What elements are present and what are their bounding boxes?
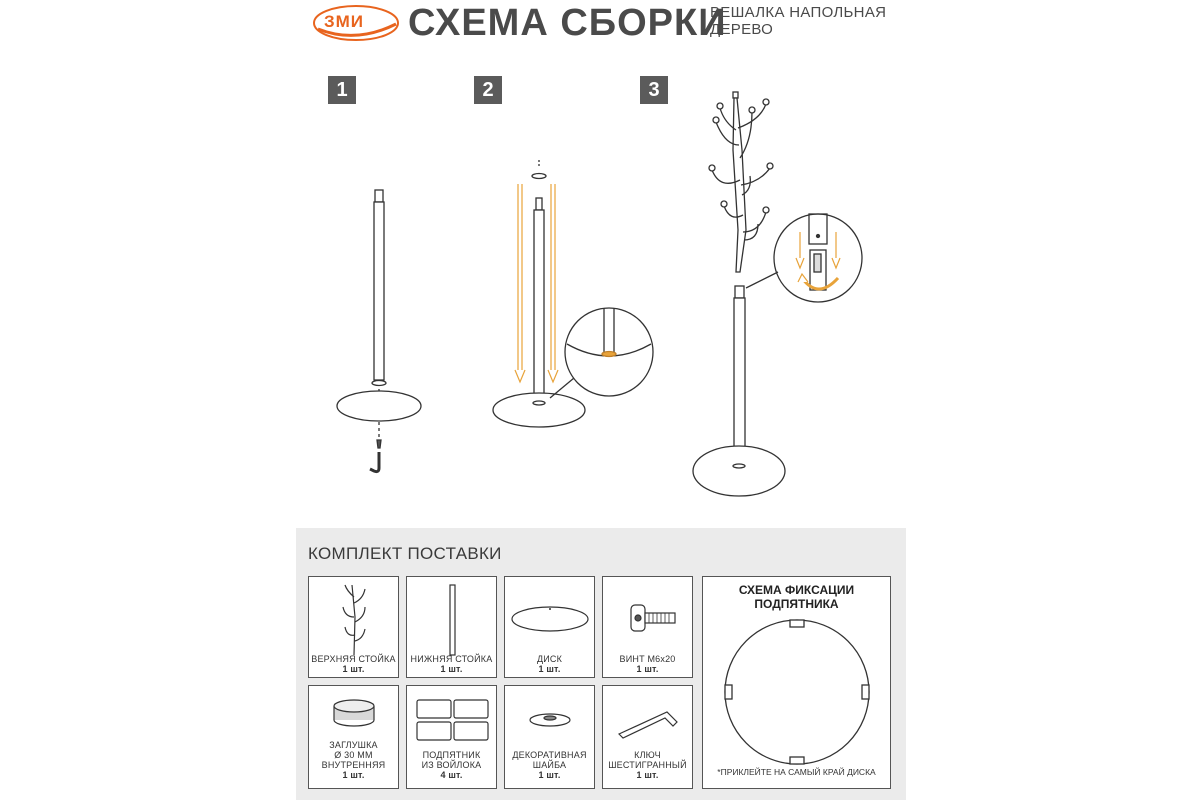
page-title: СХЕМА СБОРКИ <box>408 2 727 44</box>
kit-item-label: ПОДПЯТНИК ИЗ ВОЙЛОКА 4 шт. <box>421 750 482 780</box>
kit-item-label: КЛЮЧ ШЕСТИГРАННЫЙ 1 шт. <box>608 750 687 780</box>
step-1-badge: 1 <box>328 76 356 104</box>
step-1-drawing <box>337 190 421 472</box>
kit-panel <box>296 528 906 800</box>
kit-item-hex-key <box>602 685 693 789</box>
fixation-scheme <box>702 576 891 789</box>
fixation-diagram <box>703 577 892 790</box>
subtitle-line-2: ДЕРЕВО <box>710 21 774 38</box>
fixation-title: СХЕМА ФИКСАЦИИ ПОДПЯТНИКА <box>738 583 855 611</box>
kit-item-label: ВЕРХНЯЯ СТОЙКА 1 шт. <box>311 654 396 674</box>
step-3-drawing <box>693 92 862 496</box>
kit-item-label: ЗАГЛУШКА Ø 30 ММ ВНУТРЕННЯЯ 1 шт. <box>321 740 386 780</box>
kit-item-lower-rack <box>406 576 497 678</box>
kit-item-disc <box>504 576 595 678</box>
subtitle-line-1: ВЕШАЛКА НАПОЛЬНАЯ <box>710 4 887 21</box>
kit-item-label: НИЖНЯЯ СТОЙКА 1 шт. <box>410 654 493 674</box>
kit-item-label: ДИСК 1 шт. <box>536 654 563 674</box>
kit-item-screw <box>602 576 693 678</box>
kit-item-felt-pads <box>406 685 497 789</box>
kit-title: КОМПЛЕКТ ПОСТАВКИ <box>308 544 502 563</box>
kit-item-plug <box>308 685 399 789</box>
step-2-badge: 2 <box>474 76 502 104</box>
kit-item-upper-rack <box>308 576 399 678</box>
kit-item-label: ДЕКОРАТИВНАЯ ШАЙБА 1 шт. <box>512 750 587 780</box>
kit-item-label: ВИНТ М6х20 1 шт. <box>619 654 676 674</box>
step-2-drawing <box>493 160 653 427</box>
fixation-note: *ПРИКЛЕЙТЕ НА САМЫЙ КРАЙ ДИСКА <box>717 767 876 777</box>
kit-item-washer <box>504 685 595 789</box>
logo-text: ЗМИ <box>324 12 365 31</box>
step-3-badge: 3 <box>640 76 668 104</box>
